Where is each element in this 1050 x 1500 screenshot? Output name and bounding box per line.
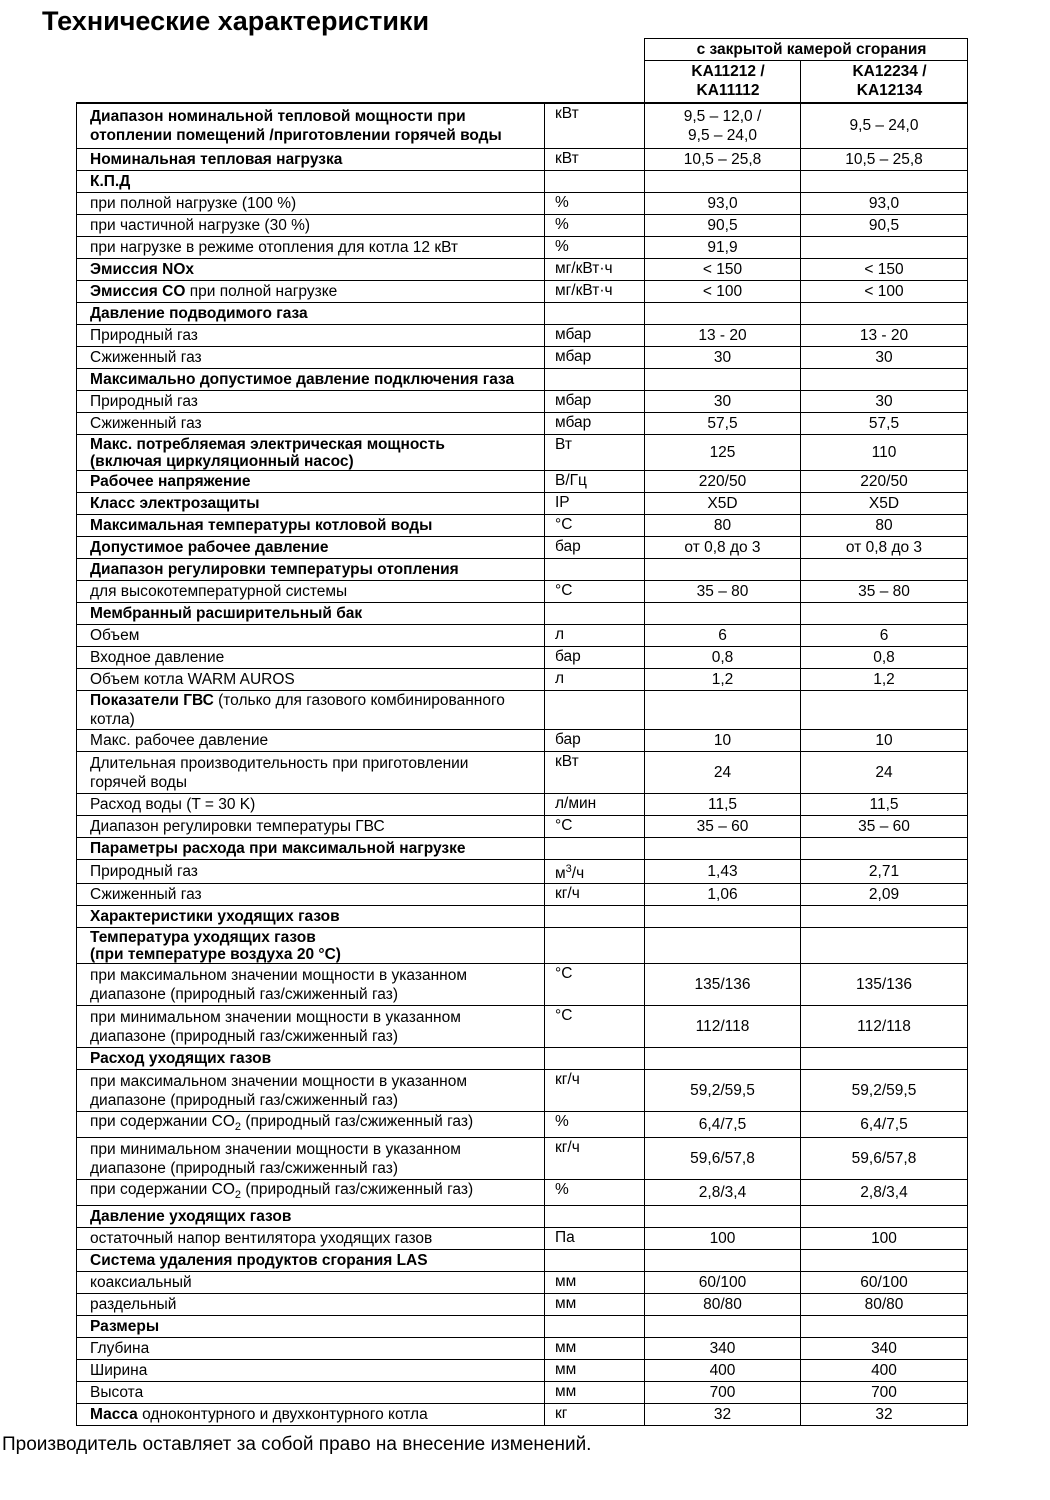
row-label-line: при максимальном значении мощности в указанном [90, 966, 467, 984]
row-label: Рабочее напряжение [77, 471, 545, 493]
row-label-line: Макс. потребляемая электрическая мощность [90, 435, 445, 453]
row-value-b [801, 369, 968, 391]
row-value-b: 90,5 [801, 215, 968, 237]
row-unit [545, 838, 645, 860]
row-label: Сжиженный газ [77, 884, 545, 906]
row-label: Мембранный расширительный бак [77, 603, 545, 625]
row-unit: °C [545, 816, 645, 838]
row-label-line: (при температуре воздуха 20 °C) [90, 945, 341, 963]
table-row [77, 1006, 968, 1048]
row-label: Диапазон регулировки температуры ГВС [77, 816, 545, 838]
row-unit: кВт [545, 752, 645, 794]
row-label [77, 964, 545, 1006]
row-unit: °C [545, 1006, 645, 1048]
header-model-a [645, 61, 801, 103]
table-row [77, 647, 968, 669]
row-unit [545, 303, 645, 325]
row-unit: % [545, 193, 645, 215]
row-value-a: X5D [645, 493, 801, 515]
table-row [77, 559, 968, 581]
row-value-a [645, 603, 801, 625]
row-label: Природный газ [77, 391, 545, 413]
row-unit: мм [545, 1272, 645, 1294]
row-label: Номинальная тепловая нагрузка [77, 149, 545, 171]
row-value-b: 6,4/7,5 [801, 1112, 968, 1138]
row-unit: кг/ч [545, 1070, 645, 1112]
row-value-b: 57,5 [801, 413, 968, 435]
row-value-b: 112/118 [801, 1006, 968, 1048]
row-value-b [801, 1250, 968, 1272]
row-value-b: 13 - 20 [801, 325, 968, 347]
footer-note: Производитель оставляет за собой право на внесение изменений. [2, 1434, 592, 1455]
row-value-a [645, 369, 801, 391]
row-value-a: < 100 [645, 281, 801, 303]
row-value-a: 10,5 – 25,8 [645, 149, 801, 171]
table-row [77, 625, 968, 647]
row-value-b: 32 [801, 1404, 968, 1426]
header-row-group [77, 39, 968, 61]
row-label: Максимально допустимое давление подключения газа [77, 369, 545, 391]
row-unit: мбар [545, 325, 645, 347]
row-value-a: от 0,8 до 3 [645, 537, 801, 559]
row-unit: бар [545, 730, 645, 752]
row-label [77, 103, 545, 149]
row-value-b: 30 [801, 347, 968, 369]
row-unit [545, 1250, 645, 1272]
row-value-a: 1,06 [645, 884, 801, 906]
row-value-a: 6,4/7,5 [645, 1112, 801, 1138]
header-model-a-line2: KA11112 [696, 82, 760, 100]
row-unit: мбар [545, 391, 645, 413]
row-label: Параметры расхода при максимальной нагрузке [77, 838, 545, 860]
row-unit: бар [545, 647, 645, 669]
table-row [77, 730, 968, 752]
row-value-a [645, 928, 801, 964]
row-label-line: Длительная производительность при приготовлении [90, 754, 469, 772]
row-value-b: < 100 [801, 281, 968, 303]
row-value-b: 35 – 60 [801, 816, 968, 838]
row-value-b [801, 1048, 968, 1070]
row-value-a: 59,6/57,8 [645, 1138, 801, 1180]
row-value-a: 30 [645, 391, 801, 413]
row-unit [545, 1206, 645, 1228]
row-value-b: 10,5 – 25,8 [801, 149, 968, 171]
row-value-a: 10 [645, 730, 801, 752]
row-value-b: 110 [801, 435, 968, 471]
row-value-a: < 150 [645, 259, 801, 281]
row-value-b: 59,2/59,5 [801, 1070, 968, 1112]
row-label: остаточный напор вентилятора уходящих газов [77, 1228, 545, 1250]
table-row [77, 1228, 968, 1250]
row-label: Расход уходящих газов [77, 1048, 545, 1070]
row-unit [545, 171, 645, 193]
row-value-b: 340 [801, 1338, 968, 1360]
table-row [77, 691, 968, 730]
row-unit: мм [545, 1338, 645, 1360]
spec-table [76, 38, 968, 1426]
row-value-b: 93,0 [801, 193, 968, 215]
row-unit: $м^3/ч$ [545, 860, 645, 884]
row-unit: кг [545, 1404, 645, 1426]
table-row [77, 1404, 968, 1426]
row-value-b: 24 [801, 752, 968, 794]
row-unit [545, 928, 645, 964]
table-row [77, 493, 968, 515]
row-label-line: отоплении помещений /приготовлении горячей воды [90, 126, 502, 144]
table-row [77, 347, 968, 369]
row-value-b: 100 [801, 1228, 968, 1250]
row-label [77, 928, 545, 964]
row-value-b [801, 303, 968, 325]
row-value-b [801, 603, 968, 625]
table-row [77, 171, 968, 193]
table-row [77, 1338, 968, 1360]
row-value-a: 112/118 [645, 1006, 801, 1048]
table-row [77, 515, 968, 537]
row-unit: % [545, 215, 645, 237]
row-label: Сжиженный газ [77, 413, 545, 435]
row-unit: л [545, 669, 645, 691]
row-value-b: 60/100 [801, 1272, 968, 1294]
header-model-b-line1: KA12234 / [852, 63, 927, 81]
table-row [77, 537, 968, 559]
row-value-a: 6 [645, 625, 801, 647]
row-value-b [801, 1206, 968, 1228]
row-unit: мм [545, 1382, 645, 1404]
row-unit: °C [545, 964, 645, 1006]
row-label-line: горячей воды [90, 773, 187, 791]
row-value-a [645, 1048, 801, 1070]
row-value-a: 135/136 [645, 964, 801, 1006]
row-value-a [645, 559, 801, 581]
row-value-b [801, 928, 968, 964]
row-value-a: 24 [645, 752, 801, 794]
row-label-line: при минимальном значении мощности в указанном [90, 1140, 461, 1158]
row-value-a: 91,9 [645, 237, 801, 259]
row-label: раздельный [77, 1294, 545, 1316]
row-value-b: 135/136 [801, 964, 968, 1006]
row-value-b: < 150 [801, 259, 968, 281]
row-value-b: 700 [801, 1382, 968, 1404]
row-unit: мг/кВт·ч [545, 281, 645, 303]
row-value-a: 60/100 [645, 1272, 801, 1294]
row-value-a: 35 – 80 [645, 581, 801, 603]
row-value-b [801, 171, 968, 193]
row-unit: кг/ч [545, 884, 645, 906]
row-value-a: 220/50 [645, 471, 801, 493]
row-unit: Вт [545, 435, 645, 471]
header-model-b [801, 61, 968, 103]
row-value-b [801, 906, 968, 928]
row-label [77, 1404, 545, 1426]
row-label-line: диапазоне (природный газ/сжиженный газ) [90, 1159, 399, 1177]
row-label [77, 1070, 545, 1112]
table-row [77, 1316, 968, 1338]
row-value-a: 100 [645, 1228, 801, 1250]
table-row [77, 1048, 968, 1070]
table-row [77, 1112, 968, 1138]
row-value-b [801, 691, 968, 730]
row-label: Сжиженный газ [77, 347, 545, 369]
row-value-a [645, 1206, 801, 1228]
table-row [77, 1070, 968, 1112]
row-label: Система удаления продуктов сгорания LAS [77, 1250, 545, 1272]
row-value-b: 1,2 [801, 669, 968, 691]
row-value-b: 10 [801, 730, 968, 752]
row-value-b: 0,8 [801, 647, 968, 669]
table-row [77, 281, 968, 303]
row-label: при частичной нагрузке (30 %) [77, 215, 545, 237]
row-value-b: 2,71 [801, 860, 968, 884]
row-unit: л [545, 625, 645, 647]
row-value-a [645, 1316, 801, 1338]
row-value-b [801, 237, 968, 259]
table-row [77, 794, 968, 816]
row-label: Класс электрозащиты [77, 493, 545, 515]
row-value-a: 32 [645, 1404, 801, 1426]
row-label-bold: Эмиссия CO [90, 283, 186, 300]
row-unit: мбар [545, 413, 645, 435]
row-value-b: 6 [801, 625, 968, 647]
row-label: Давление подводимого газа [77, 303, 545, 325]
row-label-line: при максимальном значении мощности в указанном [90, 1072, 467, 1090]
row-label: для высокотемпературной системы [77, 581, 545, 603]
row-unit: кг/ч [545, 1138, 645, 1180]
row-label: при полной нагрузке (100 %) [77, 193, 545, 215]
row-label-rest: (только для газового комбинированного котла) [90, 692, 505, 728]
row-unit [545, 1316, 645, 1338]
row-value-a: 1,2 [645, 669, 801, 691]
table-row [77, 928, 968, 964]
row-label-line: Диапазон номинальной тепловой мощности при [90, 107, 466, 125]
table-row [77, 1360, 968, 1382]
row-unit: кВт [545, 149, 645, 171]
row-value-b: от 0,8 до 3 [801, 537, 968, 559]
row-label: К.П.Д [77, 171, 545, 193]
row-value-a: 11,5 [645, 794, 801, 816]
row-value-a [645, 1250, 801, 1272]
row-label-line: при минимальном значении мощности в указанном [90, 1008, 461, 1026]
table-row [77, 369, 968, 391]
row-value-a: 340 [645, 1338, 801, 1360]
row-label [77, 1006, 545, 1048]
row-unit: % [545, 1180, 645, 1206]
row-value-a [645, 303, 801, 325]
table-row [77, 669, 968, 691]
header-group-label: с закрытой камерой сгорания [645, 39, 968, 61]
row-unit: IP [545, 493, 645, 515]
row-label: Допустимое рабочее давление [77, 537, 545, 559]
row-value-b: X5D [801, 493, 968, 515]
table-row [77, 1272, 968, 1294]
row-value-a: 57,5 [645, 413, 801, 435]
row-value-a: 30 [645, 347, 801, 369]
row-value-a: 13 - 20 [645, 325, 801, 347]
row-value-b: 30 [801, 391, 968, 413]
row-value-b: 11,5 [801, 794, 968, 816]
row-unit: кВт [545, 103, 645, 149]
row-unit [545, 691, 645, 730]
row-value-b [801, 1316, 968, 1338]
row-label: при содержании $CO_2$ (природный газ/сжиженный газ) [77, 1180, 545, 1206]
row-label: Высота [77, 1382, 545, 1404]
row-label: Объем котла WARM AUROS [77, 669, 545, 691]
row-label: Давление уходящих газов [77, 1206, 545, 1228]
header-model-b-line2: KA12134 [856, 82, 923, 100]
row-value-b: 220/50 [801, 471, 968, 493]
row-value-line: 9,5 – 12,0 / [683, 107, 762, 125]
row-label: Природный газ [77, 325, 545, 347]
row-value-a [645, 838, 801, 860]
row-label: Глубина [77, 1338, 545, 1360]
row-value-a: 700 [645, 1382, 801, 1404]
table-row [77, 215, 968, 237]
row-unit: °C [545, 581, 645, 603]
row-value-b: 35 – 80 [801, 581, 968, 603]
row-unit: % [545, 1112, 645, 1138]
row-value-b: 2,09 [801, 884, 968, 906]
table-row [77, 838, 968, 860]
row-value-b: 2,8/3,4 [801, 1180, 968, 1206]
table-row [77, 816, 968, 838]
row-value-a: 400 [645, 1360, 801, 1382]
table-row [77, 435, 968, 471]
row-label-bold: Масса [90, 1406, 138, 1424]
row-label-rest: одноконтурного и двухконтурного котла [137, 1406, 428, 1424]
row-label [77, 752, 545, 794]
row-value-line: 9,5 – 24,0 [688, 126, 757, 144]
row-unit: мм [545, 1294, 645, 1316]
row-label: Размеры [77, 1316, 545, 1338]
row-label: коаксиальный [77, 1272, 545, 1294]
row-label-rest: при полной нагрузке [185, 283, 338, 300]
row-unit: мг/кВт·ч [545, 259, 645, 281]
row-unit [545, 369, 645, 391]
row-value-a: 2,8/3,4 [645, 1180, 801, 1206]
table-row [77, 471, 968, 493]
row-value-b: 59,6/57,8 [801, 1138, 968, 1180]
row-unit: °C [545, 515, 645, 537]
row-value-b [801, 838, 968, 860]
table-row [77, 391, 968, 413]
row-label [77, 435, 545, 471]
page-title: Технические характеристики [42, 6, 430, 36]
row-value-a [645, 103, 801, 149]
row-label-line: диапазоне (природный газ/сжиженный газ) [90, 1091, 399, 1109]
row-label-line: (включая циркуляционный насос) [90, 452, 354, 470]
row-value-a: 125 [645, 435, 801, 471]
table-row [77, 581, 968, 603]
table-row [77, 1180, 968, 1206]
row-unit: Па [545, 1228, 645, 1250]
row-value-b: 80 [801, 515, 968, 537]
table-row [77, 752, 968, 794]
row-label: Ширина [77, 1360, 545, 1382]
table-row [77, 603, 968, 625]
table-row [77, 413, 968, 435]
table-row [77, 884, 968, 906]
row-unit [545, 1048, 645, 1070]
row-label [77, 281, 545, 303]
row-label: Входное давление [77, 647, 545, 669]
row-value-b [801, 559, 968, 581]
table-row [77, 1138, 968, 1180]
row-value-a: 35 – 60 [645, 816, 801, 838]
row-unit: % [545, 237, 645, 259]
table-row [77, 303, 968, 325]
table-row [77, 149, 968, 171]
row-value-a [645, 906, 801, 928]
row-label: при нагрузке в режиме отопления для котла 12 кВт [77, 237, 545, 259]
row-value-a: 0,8 [645, 647, 801, 669]
row-value-a: 80/80 [645, 1294, 801, 1316]
row-label-line: диапазоне (природный газ/сжиженный газ) [90, 1027, 399, 1045]
row-unit: В/Гц [545, 471, 645, 493]
row-label: Характеристики уходящих газов [77, 906, 545, 928]
row-unit: л/мин [545, 794, 645, 816]
header-blank-cell [77, 39, 645, 103]
header-model-a-line1: KA11212 / [691, 63, 765, 81]
table-row [77, 325, 968, 347]
row-label: Макс. рабочее давление [77, 730, 545, 752]
table-row [77, 906, 968, 928]
table-row [77, 259, 968, 281]
row-label: Природный газ [77, 860, 545, 884]
row-label [77, 691, 545, 730]
row-value-a: 59,2/59,5 [645, 1070, 801, 1112]
row-label: Диапазон регулировки температуры отопления [77, 559, 545, 581]
table-row [77, 237, 968, 259]
row-value-a [645, 691, 801, 730]
row-value-a [645, 171, 801, 193]
row-label: Максимальная температуры котловой воды [77, 515, 545, 537]
row-unit [545, 603, 645, 625]
table-row [77, 1294, 968, 1316]
row-label-bold: Показатели ГВС [90, 692, 214, 709]
table-row [77, 964, 968, 1006]
row-unit: мбар [545, 347, 645, 369]
table-row [77, 103, 968, 149]
row-label-line: диапазоне (природный газ/сжиженный газ) [90, 985, 399, 1003]
row-value-a: 1,43 [645, 860, 801, 884]
row-value-a: 93,0 [645, 193, 801, 215]
table-row [77, 1206, 968, 1228]
row-label: Объем [77, 625, 545, 647]
row-label [77, 1138, 545, 1180]
row-unit [545, 906, 645, 928]
row-value-b: 9,5 – 24,0 [801, 103, 968, 149]
table-row [77, 860, 968, 884]
row-unit: мм [545, 1360, 645, 1382]
row-value-a: 90,5 [645, 215, 801, 237]
row-value-b: 400 [801, 1360, 968, 1382]
row-label: при содержании $CO_2$ (природный газ/сжиженный газ) [77, 1112, 545, 1138]
row-unit: бар [545, 537, 645, 559]
table-row [77, 1250, 968, 1272]
table-row [77, 1382, 968, 1404]
table-row [77, 193, 968, 215]
row-label: Эмиссия NOx [77, 259, 545, 281]
row-value-b: 80/80 [801, 1294, 968, 1316]
row-label-line: Температура уходящих газов [90, 928, 316, 946]
row-label: Расход воды (T = 30 K) [77, 794, 545, 816]
row-unit [545, 559, 645, 581]
row-value-a: 80 [645, 515, 801, 537]
